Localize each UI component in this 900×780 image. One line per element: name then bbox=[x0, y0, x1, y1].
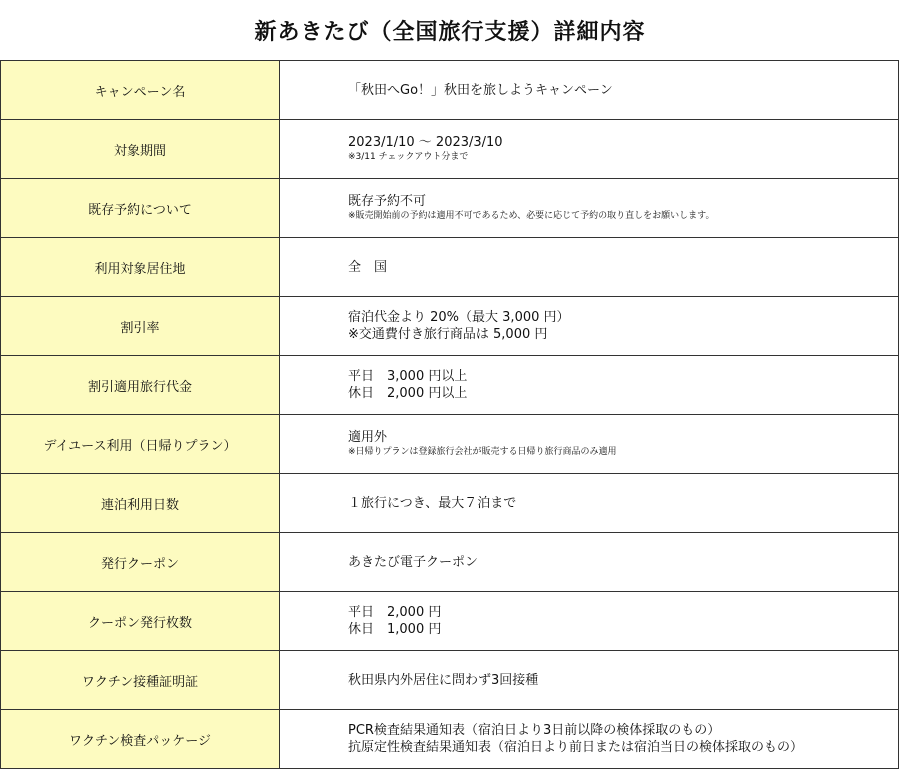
row-label: ワクチン接種証明証 bbox=[1, 651, 280, 710]
value-line: 休日 2,000 円以上 bbox=[348, 386, 468, 401]
row-value bbox=[280, 356, 899, 415]
table-row bbox=[1, 120, 899, 179]
value-line: ※交通費付き旅行商品は 5,000 円 bbox=[348, 327, 548, 342]
value-line: 宿泊代金より 20%（最大 3,000 円） bbox=[348, 310, 570, 325]
value-line: 平日 2,000 円 bbox=[348, 605, 442, 620]
row-value bbox=[280, 592, 899, 651]
row-value bbox=[280, 474, 899, 533]
row-value bbox=[280, 179, 899, 238]
row-value bbox=[280, 297, 899, 356]
table-row bbox=[1, 651, 899, 710]
row-label: 既存予約について bbox=[1, 179, 280, 238]
table-row bbox=[1, 61, 899, 120]
table-row bbox=[1, 179, 899, 238]
value-note: ※販売開始前の予約は適用不可であるため、必要に応じて予約の取り直しをお願いします。 bbox=[348, 211, 715, 221]
row-label: 割引適用旅行代金 bbox=[1, 356, 280, 415]
row-label: 対象期間 bbox=[1, 120, 280, 179]
value-line: 2023/1/10 〜 2023/3/10 bbox=[348, 135, 503, 150]
value-line: 平日 3,000 円以上 bbox=[348, 369, 468, 384]
table-row bbox=[1, 356, 899, 415]
row-value bbox=[280, 120, 899, 179]
table-row bbox=[1, 415, 899, 474]
row-label: 割引率 bbox=[1, 297, 280, 356]
value-line: あきたび電子クーポン bbox=[348, 554, 479, 570]
row-label: 利用対象居住地 bbox=[1, 238, 280, 297]
row-value bbox=[280, 61, 899, 120]
table-row bbox=[1, 533, 899, 592]
value-line: 「秋田へGo！」秋田を旅しようキャンペーン bbox=[348, 82, 613, 98]
row-value bbox=[280, 533, 899, 592]
row-value bbox=[280, 238, 899, 297]
value-line: PCR検査結果通知表（宿泊日より3日前以降の検体採取のもの） bbox=[348, 723, 721, 738]
table-row bbox=[1, 297, 899, 356]
details-table bbox=[0, 60, 899, 769]
value-note: ※日帰りプランは登録旅行会社が販売する日帰り旅行商品のみ適用 bbox=[348, 447, 617, 457]
table-row bbox=[1, 238, 899, 297]
row-label: ワクチン検査パッケージ bbox=[1, 710, 280, 769]
value-line: 休日 1,000 円 bbox=[348, 622, 442, 637]
row-label: デイユース利用（日帰りプラン） bbox=[1, 415, 280, 474]
value-line: 既存予約不可 bbox=[348, 194, 427, 209]
value-line: １旅行につき、最大７泊まで bbox=[348, 495, 517, 511]
row-label: 連泊利用日数 bbox=[1, 474, 280, 533]
row-value bbox=[280, 651, 899, 710]
row-value bbox=[280, 710, 899, 769]
value-line: 全 国 bbox=[348, 259, 388, 275]
table-row bbox=[1, 474, 899, 533]
value-line: 抗原定性検査結果通知表（宿泊日より前日または宿泊当日の検体採取のもの） bbox=[348, 740, 804, 755]
value-line: 秋田県内外居住に問わず3回接種 bbox=[348, 672, 539, 688]
page-title: 新あきたび（全国旅行支援）詳細内容 bbox=[254, 19, 646, 45]
value-note: ※3/11 チェックアウト分まで bbox=[348, 152, 469, 162]
row-label: 発行クーポン bbox=[1, 533, 280, 592]
row-value bbox=[280, 415, 899, 474]
table-row bbox=[1, 710, 899, 769]
value-line: 適用外 bbox=[348, 430, 388, 445]
table-row bbox=[1, 592, 899, 651]
row-label: クーポン発行枚数 bbox=[1, 592, 280, 651]
row-label: キャンペーン名 bbox=[1, 61, 280, 120]
